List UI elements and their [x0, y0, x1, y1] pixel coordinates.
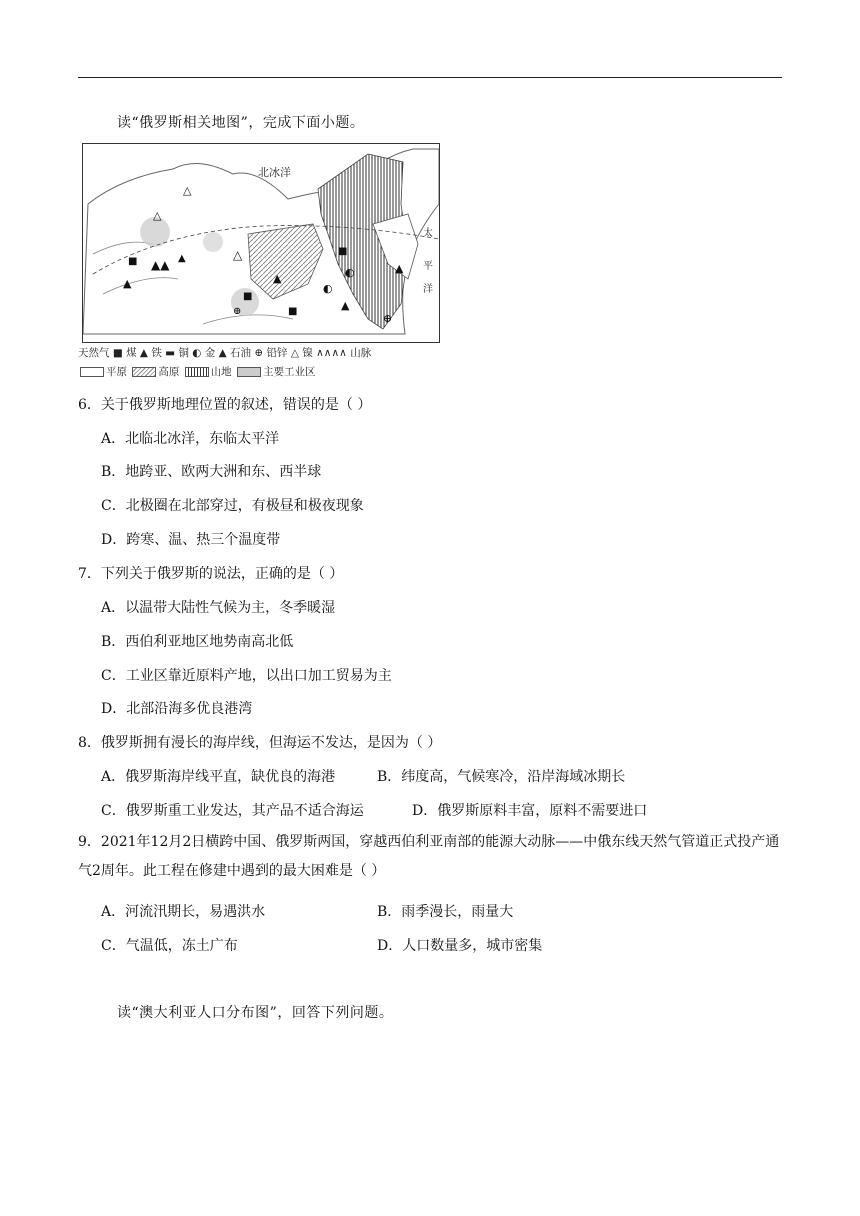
russia-map	[82, 143, 440, 343]
svg-text:■: ■	[243, 291, 253, 302]
plateau-swatch	[132, 367, 156, 377]
svg-text:▲: ▲	[123, 277, 132, 290]
label-pacific-1: 太	[423, 228, 433, 239]
svg-text:■: ■	[288, 306, 298, 317]
header-rule	[78, 77, 782, 78]
intro-text-russia: 读“俄罗斯相关地图”，完成下面小题。	[117, 115, 365, 131]
question-9-stem: 9．2021年12月2日横跨中国、俄罗斯两国，穿越西伯利亚南部的能源大动脉——中俄东线天然气管道正式投产通气2周年。此工程在修建中遇到的最大困难是（ ）	[78, 834, 780, 879]
question-8-option-d[interactable]: D．俄罗斯原料丰富，原料不需要进口	[412, 803, 648, 819]
svg-text:⊕: ⊕	[383, 312, 393, 325]
industrial-swatch	[237, 367, 261, 377]
svg-text:▲▲: ▲▲	[151, 258, 170, 272]
question-9-option-c[interactable]: C．气温低，冻土广布	[101, 938, 238, 954]
question-7-option-b[interactable]: B．西伯利亚地区地势南高北低	[101, 634, 294, 650]
svg-text:△: △	[183, 184, 192, 197]
svg-text:⊕: ⊕	[233, 306, 242, 317]
legend-mountainland-label: 山地	[210, 366, 232, 378]
svg-text:▲: ▲	[178, 253, 186, 264]
question-6-option-b[interactable]: B．地跨亚、欧两大洲和东、西半球	[101, 464, 322, 480]
svg-text:◐: ◐	[345, 266, 355, 279]
label-arctic-ocean: 北冰洋	[258, 166, 291, 179]
map-legend-terrain	[78, 364, 316, 379]
question-8-option-b[interactable]: B．纬度高，气候寒冷，沿岸海域冰期长	[377, 769, 626, 785]
mountainland-swatch	[185, 367, 209, 377]
russia-map-figure	[83, 144, 439, 342]
svg-text:▲: ▲	[273, 272, 282, 285]
label-pacific-3: 洋	[423, 284, 433, 295]
question-8-option-a[interactable]: A．俄罗斯海岸线平直，缺优良的海港	[101, 769, 336, 785]
legend-mountain-label: 山脉	[350, 347, 372, 359]
question-8-option-c[interactable]: C．俄罗斯重工业发达，其产品不适合海运	[101, 803, 364, 819]
legend-industrial-label: 主要工业区	[263, 366, 316, 378]
question-8-stem: 8．俄罗斯拥有漫长的海岸线，但海运不发达，是因为（ ）	[78, 735, 442, 751]
intro-text-australia: 读“澳大利亚人口分布图”，回答下列问题。	[117, 1005, 394, 1021]
map-legend-symbols	[78, 345, 371, 360]
svg-text:◐: ◐	[323, 282, 333, 295]
legend-plateau-label: 高原	[158, 366, 180, 378]
svg-text:△: △	[233, 248, 243, 262]
question-9-option-b[interactable]: B．雨季漫长，雨量大	[377, 904, 514, 920]
legend-symbols: 天然气 ■ 煤 ▲ 铁 ▬ 铜 ◐ 金 ▲ 石油 ⊕ 铅锌 △ 镍	[78, 347, 313, 359]
svg-text:▲: ▲	[341, 299, 350, 312]
label-pacific-2: 平	[423, 261, 433, 272]
mountain-icon: ∧∧∧∧	[316, 347, 347, 359]
svg-text:△: △	[153, 209, 162, 222]
question-6-option-c[interactable]: C．北极圈在北部穿过，有极昼和极夜现象	[101, 498, 364, 514]
svg-text:▲: ▲	[395, 262, 404, 275]
svg-text:■: ■	[128, 256, 138, 267]
question-7-option-d[interactable]: D．北部沿海多优良港湾	[101, 701, 253, 717]
question-7-option-c[interactable]: C．工业区靠近原料产地，以出口加工贸易为主	[101, 668, 392, 684]
plain-swatch	[80, 367, 104, 377]
question-6-option-a[interactable]: A．北临北冰洋，东临太平洋	[101, 431, 280, 447]
question-7-stem: 7．下列关于俄罗斯的说法，正确的是（ ）	[78, 566, 344, 582]
svg-text:■: ■	[338, 246, 348, 257]
legend-plain-label: 平原	[106, 366, 127, 378]
question-7-option-a[interactable]: A．以温带大陆性气候为主，冬季暖湿	[101, 600, 336, 616]
question-6-stem: 6．关于俄罗斯地理位置的叙述，错误的是（ ）	[78, 397, 372, 413]
question-9-option-a[interactable]: A．河流汛期长，易遇洪水	[101, 904, 266, 920]
question-9-option-d[interactable]: D．人口数量多，城市密集	[377, 938, 543, 954]
question-6-option-d[interactable]: D．跨寒、温、热三个温度带	[101, 532, 281, 548]
